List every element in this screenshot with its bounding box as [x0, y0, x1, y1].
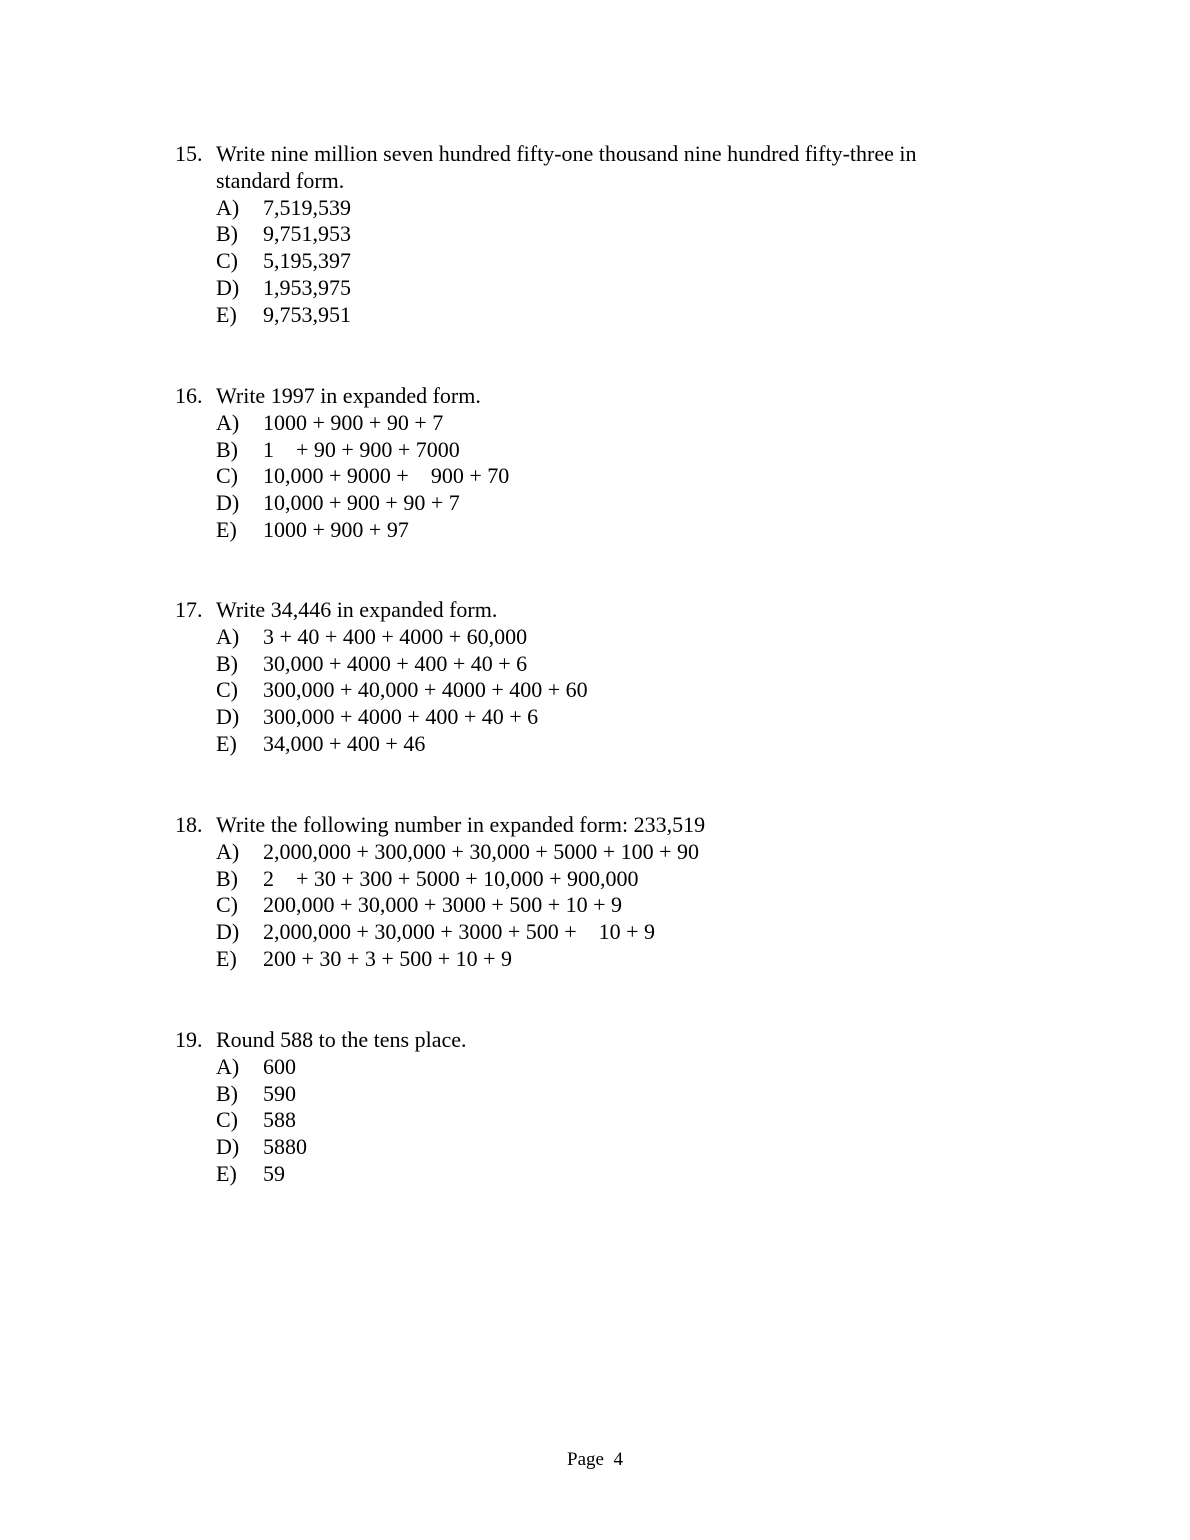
answer-choice-b [175, 221, 995, 248]
choice-text: 1000 + 900 + 97 [263, 516, 409, 542]
question-number: 18. [175, 812, 203, 837]
choice-letter: C) [216, 892, 238, 918]
answer-choice-d [175, 275, 995, 302]
choice-letter: E) [216, 1160, 237, 1186]
choice-text: 1 + 90 + 900 + 7000 [263, 436, 460, 462]
question-18 [175, 812, 995, 973]
answer-choice-b [175, 651, 995, 678]
question-stem [175, 597, 995, 624]
question-19 [175, 1027, 995, 1188]
answer-choice-e [175, 302, 995, 329]
choice-text: 3 + 40 + 400 + 4000 + 60,000 [263, 623, 528, 649]
answer-choice-d [175, 919, 995, 946]
choice-letter: D) [216, 704, 240, 730]
answer-choice-e [175, 731, 995, 758]
question-text: Write 34,446 in expanded form. [216, 597, 498, 622]
choice-text: 600 [263, 1053, 296, 1079]
choice-letter: C) [216, 463, 238, 489]
answer-choice-a [175, 624, 995, 651]
answer-choice-b [175, 866, 995, 893]
answer-choices [175, 1054, 995, 1188]
choice-text: 5880 [263, 1134, 307, 1160]
choice-letter: B) [216, 221, 238, 247]
question-number: 16. [175, 383, 203, 408]
choice-letter: D) [216, 919, 240, 945]
answer-choice-d [175, 704, 995, 731]
choice-text: 10,000 + 9000 + 900 + 70 [263, 463, 510, 489]
choice-text: 2 + 30 + 300 + 5000 + 10,000 + 900,000 [263, 865, 639, 891]
choice-letter: B) [216, 1080, 238, 1106]
answer-choices [175, 624, 995, 758]
choice-text: 5,195,397 [263, 248, 351, 274]
question-16 [175, 383, 995, 544]
choice-text: 300,000 + 4000 + 400 + 40 + 6 [263, 704, 539, 730]
answer-choice-c [175, 1107, 995, 1134]
choice-text: 2,000,000 + 300,000 + 30,000 + 5000 + 100 + 90 [263, 838, 700, 864]
choice-text: 2,000,000 + 30,000 + 3000 + 500 + 10 + 9 [263, 919, 656, 945]
question-stem [175, 141, 995, 195]
question-text: Write the following number in expanded form: 233,519 [216, 812, 706, 837]
choice-text: 200,000 + 30,000 + 3000 + 500 + 10 + 9 [263, 892, 623, 918]
choice-text: 588 [263, 1107, 296, 1133]
answer-choice-a [175, 839, 995, 866]
choice-letter: A) [216, 409, 240, 435]
choice-text: 1,953,975 [263, 274, 351, 300]
choice-letter: C) [216, 677, 238, 703]
answer-choice-a [175, 1054, 995, 1081]
question-15 [175, 141, 995, 329]
choice-letter: C) [216, 248, 238, 274]
choice-text: 34,000 + 400 + 46 [263, 730, 426, 756]
choice-letter: E) [216, 301, 237, 327]
choice-text: 1000 + 900 + 90 + 7 [263, 409, 444, 435]
answer-choice-e [175, 517, 995, 544]
choice-letter: A) [216, 838, 240, 864]
answer-choices [175, 195, 995, 329]
choice-letter: C) [216, 1107, 238, 1133]
answer-choice-c [175, 463, 995, 490]
question-number: 19. [175, 1027, 203, 1052]
answer-choice-b [175, 437, 995, 464]
choice-text: 30,000 + 4000 + 400 + 40 + 6 [263, 650, 528, 676]
choice-text: 590 [263, 1080, 296, 1106]
choice-letter: D) [216, 490, 240, 516]
answer-choices [175, 410, 995, 544]
choice-letter: E) [216, 945, 237, 971]
page-number: Page 4 [567, 1449, 623, 1470]
choice-letter: E) [216, 516, 237, 542]
question-stem [175, 1027, 995, 1054]
answer-choice-e [175, 1161, 995, 1188]
question-number: 17. [175, 597, 203, 622]
answer-choice-c [175, 892, 995, 919]
answer-choice-d [175, 490, 995, 517]
choice-letter: A) [216, 623, 240, 649]
question-text: Write 1997 in expanded form. [216, 383, 481, 408]
choice-letter: B) [216, 650, 238, 676]
choice-letter: A) [216, 1053, 240, 1079]
question-stem [175, 812, 995, 839]
choice-text: 7,519,539 [263, 194, 351, 220]
question-text: Round 588 to the tens place. [216, 1027, 467, 1052]
answer-choice-e [175, 946, 995, 973]
choice-text: 300,000 + 40,000 + 4000 + 400 + 60 [263, 677, 588, 703]
answer-choice-b [175, 1081, 995, 1108]
choice-letter: A) [216, 194, 240, 220]
choice-text: 10,000 + 900 + 90 + 7 [263, 490, 460, 516]
answer-choice-c [175, 248, 995, 275]
question-text: Write nine million seven hundred fifty-one thousand nine hundred fifty-three in standard form. [216, 141, 917, 193]
answer-choice-a [175, 195, 995, 222]
choice-letter: D) [216, 1134, 240, 1160]
question-number: 15. [175, 141, 203, 166]
answer-choices [175, 839, 995, 973]
answer-choice-d [175, 1134, 995, 1161]
answer-choice-a [175, 410, 995, 437]
choice-text: 200 + 30 + 3 + 500 + 10 + 9 [263, 945, 513, 971]
answer-choice-c [175, 677, 995, 704]
choice-letter: B) [216, 865, 238, 891]
choice-letter: E) [216, 730, 237, 756]
question-17 [175, 597, 995, 758]
choice-letter: D) [216, 274, 240, 300]
choice-text: 9,753,951 [263, 301, 351, 327]
choice-text: 59 [263, 1160, 285, 1186]
choice-text: 9,751,953 [263, 221, 351, 247]
choice-letter: B) [216, 436, 238, 462]
question-stem [175, 383, 995, 410]
